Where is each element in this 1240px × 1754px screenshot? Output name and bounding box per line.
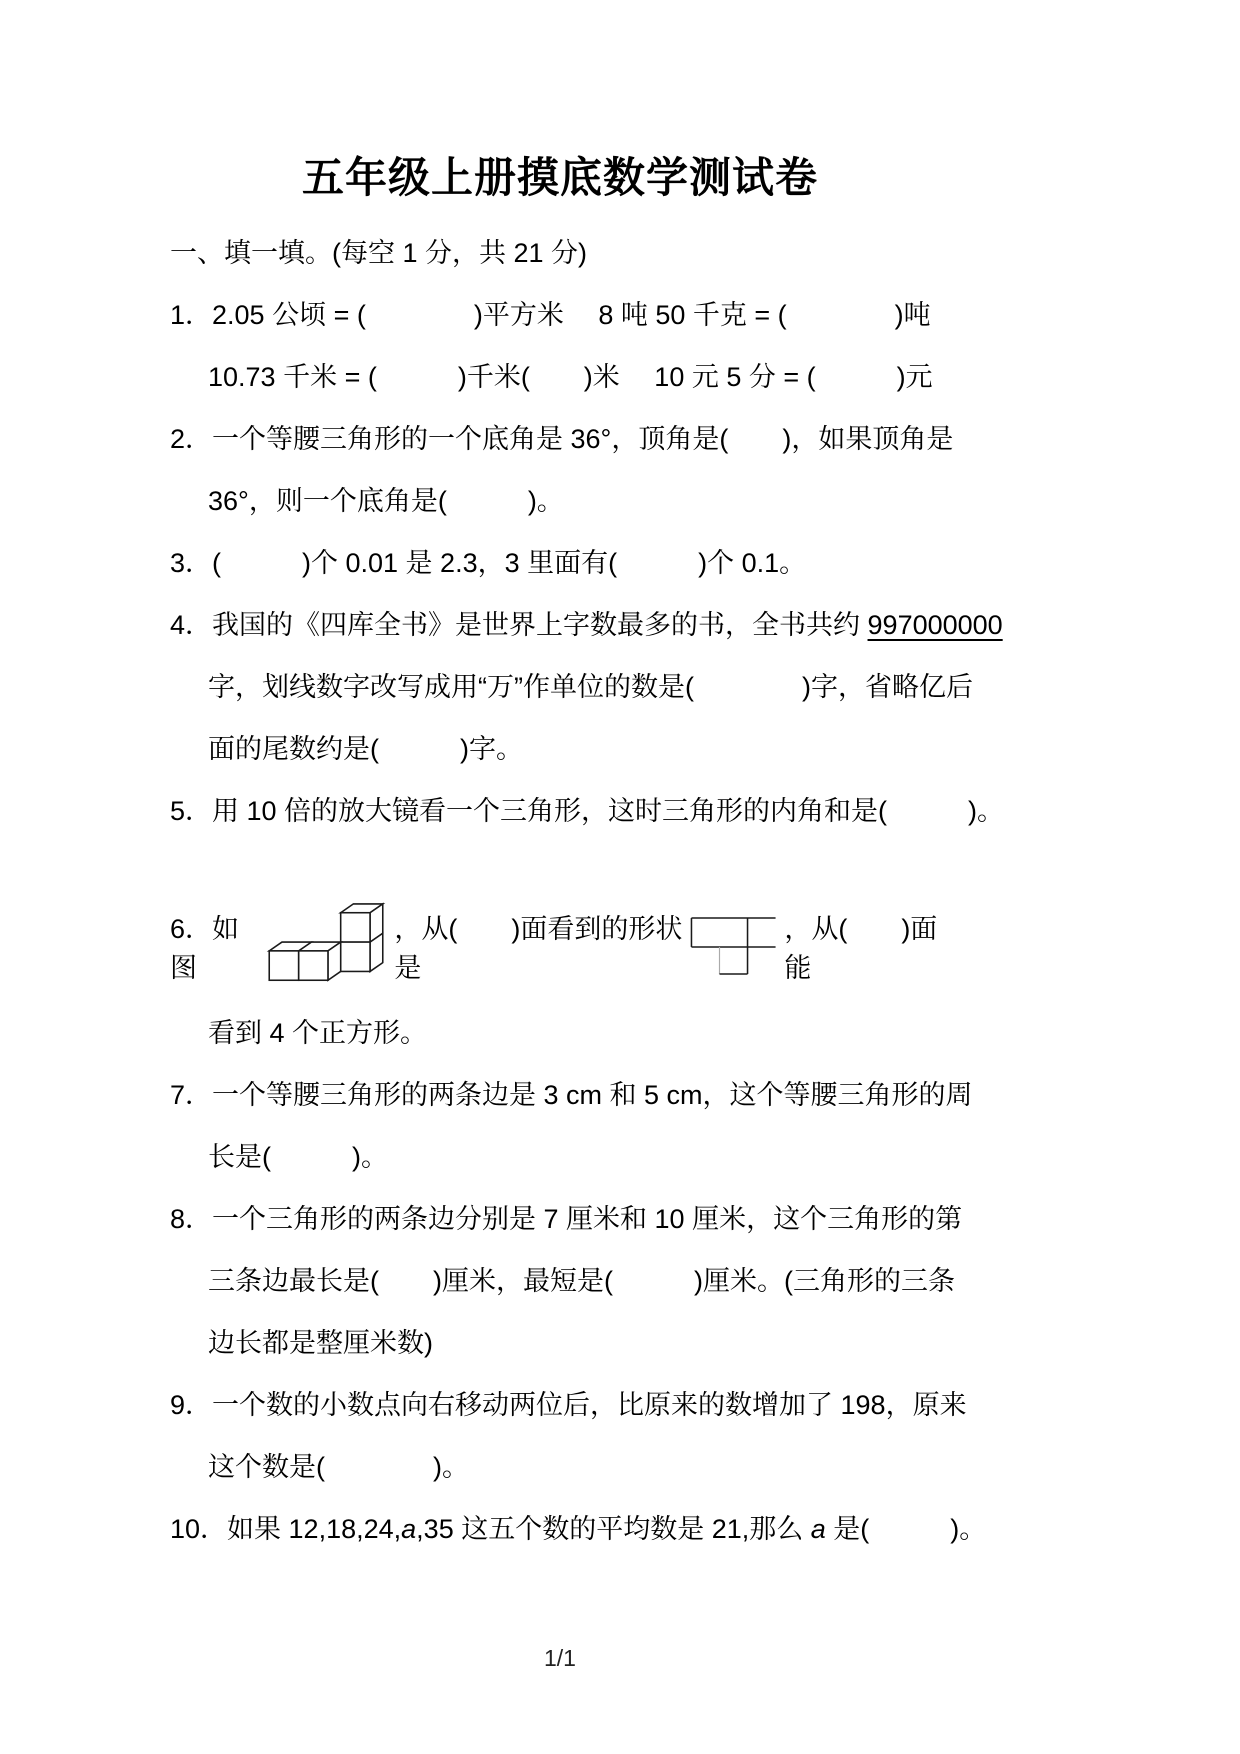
page-title-text: 五年级上册摸底数学测试卷 [301, 154, 818, 201]
question-4-line-1: 4．我国的《四库全书》是世界上字数最多的书，全书共约 997000000 [170, 610, 1003, 640]
variable-a: a [401, 1514, 417, 1544]
question-6-line-2: 看到 4 个正方形。 [208, 1018, 428, 1048]
question-2-line-1: 2．一个等腰三角形的一个底角是 36°，顶角是( )，如果顶角是 [170, 424, 954, 454]
question-8-line-2: 三条边最长是( )厘米，最短是( )厘米。(三角形的三条 [208, 1266, 955, 1296]
question-3-line-1: 3．( )个 0.01 是 2.3，3 里面有( )个 0.1。 [170, 548, 807, 578]
page-number-footer: 1/1 [544, 1645, 576, 1671]
question-7-line-2: 长是( )。 [208, 1142, 388, 1172]
view-shape-figure [690, 917, 778, 975]
question-8-line-1: 8．一个三角形的两条边分别是 7 厘米和 10 厘米，这个三角形的第 [170, 1204, 963, 1234]
question-10-line-1: 10．如果 12,18,24,a,35 这五个数的平均数是 21,那么 a 是( )。 [170, 1514, 987, 1544]
section-header: 一、填一填。(每空 1 分，共 21 分) [170, 238, 588, 268]
paper-content [170, 146, 1005, 1678]
underlined-number: 997000000 [867, 610, 1003, 640]
page-title [170, 146, 950, 210]
question-4-line-2: 字，划线数字改写成用“万”作单位的数是( )字，省略亿后 [208, 672, 973, 702]
question-1-line-2: 10.73 千米 = ( )千米( )米 10 元 5 分 = ( )元 [208, 362, 933, 392]
question-6-line-1: 6．如图 ，从( )面看到的形状是 ，从( )面能 [170, 890, 950, 1002]
question-1-line-1: 1．2.05 公顷 = ( )平方米 8 吨 50 千克 = ( )吨 [170, 300, 931, 330]
question-7-line-1: 7．一个等腰三角形的两条边是 3 cm 和 5 cm，这个等腰三角形的周 [170, 1080, 973, 1110]
question-5-line-1: 5．用 10 倍的放大镜看一个三角形，这时三角形的内角和是( )。 [170, 796, 1005, 826]
cubes-figure [264, 900, 388, 992]
question-9-line-2: 这个数是( )。 [208, 1452, 469, 1482]
question-8-line-3: 边长都是整厘米数) [208, 1328, 433, 1358]
question-9-line-1: 9．一个数的小数点向右移动两位后，比原来的数增加了 198，原来 [170, 1390, 967, 1420]
variable-a: a [810, 1514, 826, 1544]
question-2-line-2: 36°，则一个底角是( )。 [208, 486, 564, 516]
question-4-line-3: 面的尾数约是( )字。 [208, 734, 523, 764]
